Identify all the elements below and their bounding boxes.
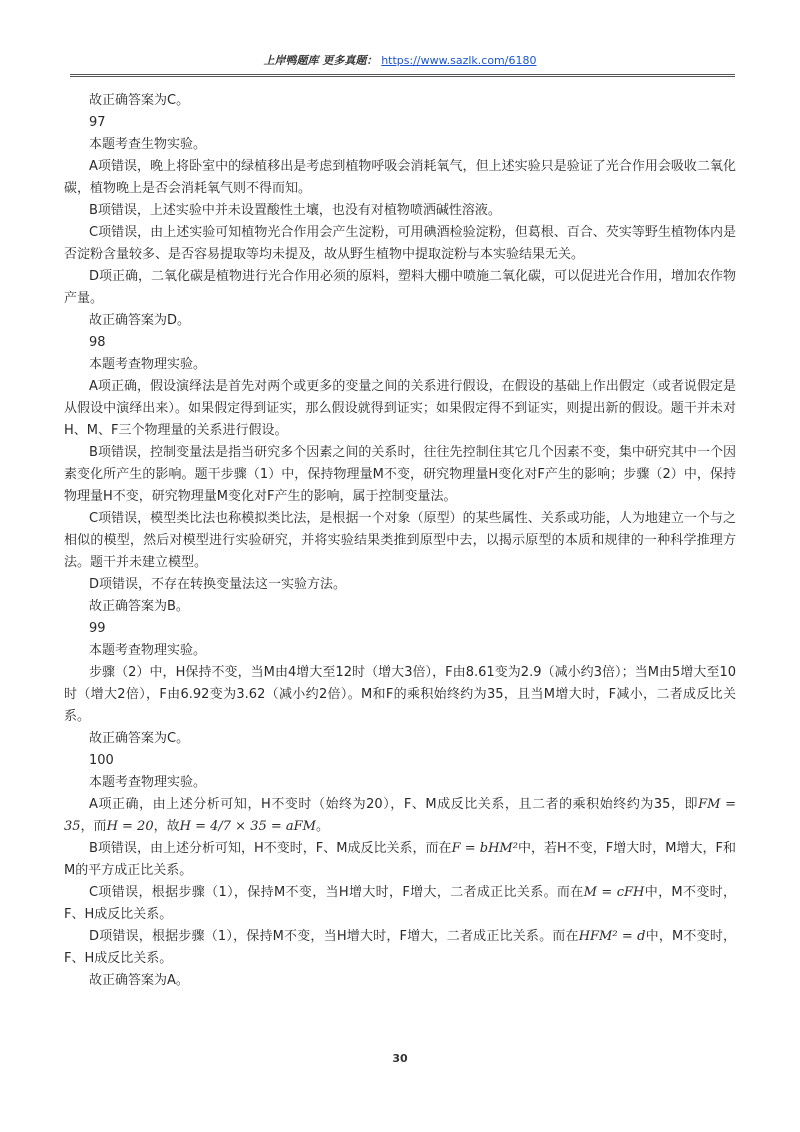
text-run: C项错误，根据步骤（1），保持M不变，当H增大时，F增大，二者成正比关系。而在: [89, 885, 584, 900]
paragraph-option-d: [64, 926, 736, 970]
question-number: 100: [89, 753, 114, 768]
paragraph: C项错误，模型类比法也称模拟类比法，是根据一个对象（原型）的某些属性、关系或功能，人为地建立一个与之相似的模型，然后对模型进行实验研究，并将实验结果类推到原型中去，以揭示原型的本质和规律的一种科学推理方法。题干并未建立模型。: [64, 511, 736, 570]
paragraph: A项错误，晚上将卧室中的绿植移出是考虑到植物呼吸会消耗氧气，但上述实验只是验证了光合作用会吸收二氧化碳，植物晚上是否会消耗氧气则不得而知。: [64, 159, 736, 196]
paragraph: B项错误，上述实验中并未设置酸性土壤，也没有对植物喷洒碱性溶液。: [89, 203, 501, 218]
text-run: 中，若H不变，F增大时，M增大，F和M的平方成正比关系。: [64, 841, 737, 878]
paragraph: D项正确，二氧化碳是植物进行光合作用必须的原料，塑料大棚中喷施二氧化碳，可以促进光合作用，增加农作物产量。: [64, 269, 737, 306]
paragraph-option-c: [64, 882, 736, 926]
header-prefix: 更多真题：: [322, 54, 378, 67]
header-url-link[interactable]: https://www.sazlk.com/6180: [381, 54, 537, 67]
math-formula: H = 4/7 × 35 = aFM: [179, 819, 316, 834]
text-run: 中，M不变时，F、H成反比关系。: [64, 885, 737, 922]
paragraph: 本题考查生物实验。: [89, 137, 207, 152]
paragraph: D项错误，不存在转换变量法这一实验方法。: [89, 577, 347, 592]
header-site-name: 上岸鸭题库: [263, 54, 319, 67]
text-run: A项正确，由上述分析可知，H不变时（始终为20），F、M成反比关系，且二者的乘积始终约为35，即: [89, 797, 699, 812]
question-number: 99: [89, 621, 106, 636]
paragraph-option-a: [64, 794, 736, 838]
paragraph: 故正确答案为A。: [89, 973, 189, 988]
paragraph: A项正确，假设演绎法是首先对两个或更多的变量之间的关系进行假设，在假设的基础上作出假定（或者说假定是从假设中演绎出来）。如果假定得到证实，那么假设就得到证实；如果假定得不到证实，则提出新的假设。题干并未对H、M、F三个物理量的关系进行假设。: [64, 379, 736, 438]
paragraph: 故正确答案为D。: [89, 313, 191, 328]
paragraph: 故正确答案为C。: [89, 731, 190, 746]
math-formula: M = cFH: [583, 885, 645, 900]
text-run: D项错误，根据步骤（1），保持M不变，当H增大时，F增大，二者成正比关系。而在: [89, 929, 579, 944]
text-run: 。: [315, 819, 329, 834]
question-number: 98: [89, 335, 106, 350]
paragraph-option-b: [64, 838, 736, 882]
paragraph: C项错误，由上述实验可知植物光合作用会产生淀粉，可用碘酒检验淀粉，但葛根、百合、芡实等野生植物体内是否淀粉含量较多、是否容易提取等均未提及，故从野生植物中提取淀粉与本实验结果无关。: [64, 225, 736, 262]
paragraph: B项错误，控制变量法是指当研究多个因素之间的关系时，往往先控制住其它几个因素不变，集中研究其中一个因素变化所产生的影响。题干步骤（1）中，保持物理量M不变，研究物理量H变化对F产生的影响；步骤（2）中，保持物理量H不变，研究物理量M变化对F产生的影响，属于控制变量法。: [64, 445, 736, 504]
header-rule: [70, 74, 735, 77]
math-formula: H = 20: [106, 819, 154, 834]
page-number: 30: [392, 1052, 408, 1065]
paragraph: 故正确答案为B。: [89, 599, 189, 614]
paragraph: 本题考查物理实验。: [89, 775, 207, 790]
text-run: 中，M不变时，F、H成反比关系。: [64, 929, 737, 966]
document-body: [64, 90, 736, 992]
text-run: ，故: [153, 819, 180, 834]
text-run: ，而: [80, 819, 107, 834]
paragraph: 本题考查物理实验。: [89, 357, 207, 372]
question-number: 97: [89, 115, 106, 130]
text-run: B项错误，由上述分析可知，H不变时，F、M成反比关系，而在: [89, 841, 452, 856]
math-formula: F = bHM²: [451, 841, 518, 856]
paragraph: 故正确答案为C。: [89, 93, 190, 108]
math-formula: FM = 35: [64, 797, 736, 834]
paragraph: 步骤（2）中，H保持不变，当M由4增大至12时（增大3倍），F由8.61变为2.9（减小约3倍）；当M由5增大至10时（增大2倍），F由6.92变为3.62（减小约2倍）。M和F的乘积始终约为35，且当M增大时，F减小，二者成反比关系。: [64, 665, 736, 724]
paragraph: 本题考查物理实验。: [89, 643, 207, 658]
math-formula: HFM² = d: [578, 929, 646, 944]
page-header: [64, 48, 736, 76]
